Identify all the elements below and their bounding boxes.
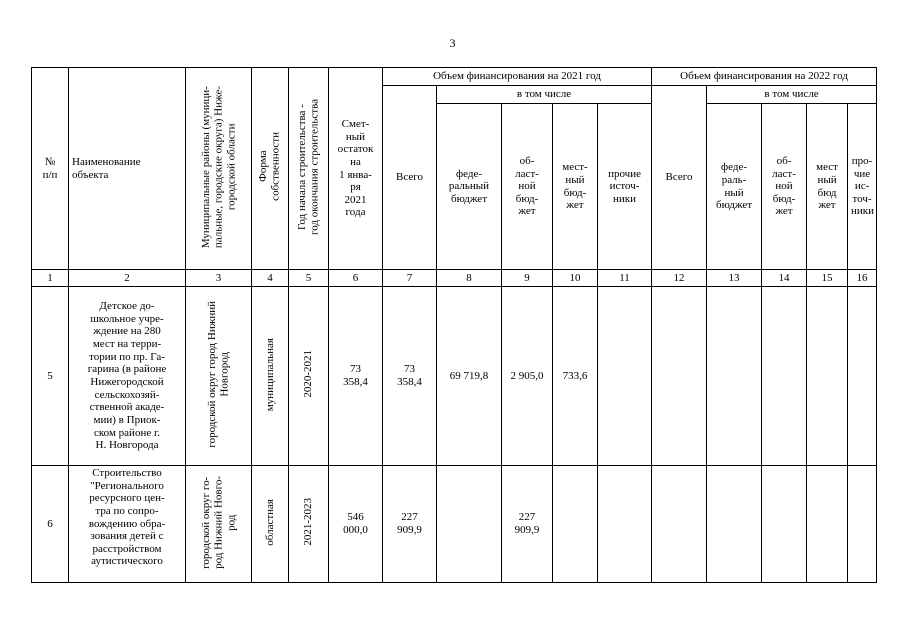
table-row xyxy=(32,466,877,583)
row-local-2022 xyxy=(807,466,848,583)
row-district xyxy=(186,287,252,466)
header-including-2022: в том числе xyxy=(707,86,877,104)
header-row-1 xyxy=(32,68,877,86)
row-federal-2021 xyxy=(437,466,502,583)
row-federal-2021: 69 719,8 xyxy=(437,287,502,466)
header-other-2021: прочие источ- ники xyxy=(598,104,652,270)
row-ownership xyxy=(252,466,289,583)
financing-table xyxy=(31,67,877,583)
row-total-2022 xyxy=(652,287,707,466)
row-balance: 546 000,0 xyxy=(329,466,383,583)
column-number: 11 xyxy=(598,270,652,287)
header-federal-2021: феде- ральный бюджет xyxy=(437,104,502,270)
row-years xyxy=(289,287,329,466)
header-local-2021: мест- ный бюд- жет xyxy=(553,104,598,270)
page-number: 3 xyxy=(449,36,456,50)
table-row xyxy=(32,287,877,466)
header-regional-2022: об- ласт- ной бюд- жет xyxy=(762,104,807,270)
row-local-2022 xyxy=(807,287,848,466)
row-total-2022 xyxy=(652,466,707,583)
header-total-2021: Всего xyxy=(383,86,437,270)
header-federal-2022: феде- раль- ный бюджет xyxy=(707,104,762,270)
row-num: 6 xyxy=(32,466,69,583)
row-local-2021 xyxy=(553,466,598,583)
row-balance: 73 358,4 xyxy=(329,287,383,466)
column-number: 8 xyxy=(437,270,502,287)
header-total-2022: Всего xyxy=(652,86,707,270)
row-ownership-text: муниципальная xyxy=(263,337,276,411)
row-regional-2022 xyxy=(762,287,807,466)
header-num: № п/п xyxy=(32,68,69,270)
column-number: 14 xyxy=(762,270,807,287)
column-number: 5 xyxy=(289,270,329,287)
row-other-2021 xyxy=(598,287,652,466)
header-group-2022: Объем финансирования на 2022 год xyxy=(652,68,877,86)
header-years-text: Год начала строительства - год окончания строительства xyxy=(295,98,321,235)
row-years xyxy=(289,466,329,583)
row-regional-2022 xyxy=(762,466,807,583)
column-number: 15 xyxy=(807,270,848,287)
header-ownership-text: Форма собственности xyxy=(257,132,282,202)
row-other-2021 xyxy=(598,466,652,583)
column-number: 7 xyxy=(383,270,437,287)
header-district xyxy=(186,68,252,270)
row-ownership-text: областная xyxy=(263,498,276,546)
row-federal-2022 xyxy=(707,466,762,583)
header-including-2021: в том числе xyxy=(437,86,652,104)
column-number: 6 xyxy=(329,270,383,287)
header-object-name: Наименование объекта xyxy=(69,68,186,270)
header-other-2022: про- чие ис- точ- ники xyxy=(848,104,877,270)
header-years xyxy=(289,68,329,270)
row-num: 5 xyxy=(32,287,69,466)
row-district-text: городской округ город Нижний Новгород xyxy=(205,300,231,448)
header-regional-2021: об- ласт- ной бюд- жет xyxy=(502,104,553,270)
row-district xyxy=(186,466,252,583)
column-number: 16 xyxy=(848,270,877,287)
column-number: 1 xyxy=(32,270,69,287)
header-balance: Смет- ный остаток на 1 янва- ря 2021 года xyxy=(329,68,383,270)
row-total-2021: 73 358,4 xyxy=(383,287,437,466)
column-number: 13 xyxy=(707,270,762,287)
row-years-text: 2021-2023 xyxy=(302,498,315,547)
row-federal-2022 xyxy=(707,287,762,466)
header-group-2021: Объем финансирования на 2021 год xyxy=(383,68,652,86)
row-years-text: 2020-2021 xyxy=(302,350,315,399)
column-number: 10 xyxy=(553,270,598,287)
row-total-2021: 227 909,9 xyxy=(383,466,437,583)
header-ownership xyxy=(252,68,289,270)
column-number: 4 xyxy=(252,270,289,287)
column-number: 2 xyxy=(69,270,186,287)
row-district-text: городской округ го- род Нижний Новго- род xyxy=(199,475,237,569)
column-number: 9 xyxy=(502,270,553,287)
row-regional-2021: 2 905,0 xyxy=(502,287,553,466)
row-object-name: Детское до- школьное учре- ждение на 280 мест на терри- тории по пр. Га- гарина (в районе Нижегородской сельскохозяй- ственной акаде- мии) в Приок- ском районе г. Н. Новгорода xyxy=(69,287,186,466)
row-other-2022 xyxy=(848,466,877,583)
header-local-2022: мест ный бюд жет xyxy=(807,104,848,270)
row-ownership xyxy=(252,287,289,466)
column-number-row xyxy=(32,270,877,287)
column-number: 12 xyxy=(652,270,707,287)
column-number: 3 xyxy=(186,270,252,287)
row-local-2021: 733,6 xyxy=(553,287,598,466)
row-other-2022 xyxy=(848,287,877,466)
row-object-name: Строительство "Регионального ресурсного цен- тра по сопро- вождению обра- зования детей с расстройством аутистического xyxy=(69,466,186,583)
header-district-text: Муниципальные районы (муници- пальные, городские округа) Ниже- городской области xyxy=(199,85,237,248)
row-regional-2021: 227 909,9 xyxy=(502,466,553,583)
